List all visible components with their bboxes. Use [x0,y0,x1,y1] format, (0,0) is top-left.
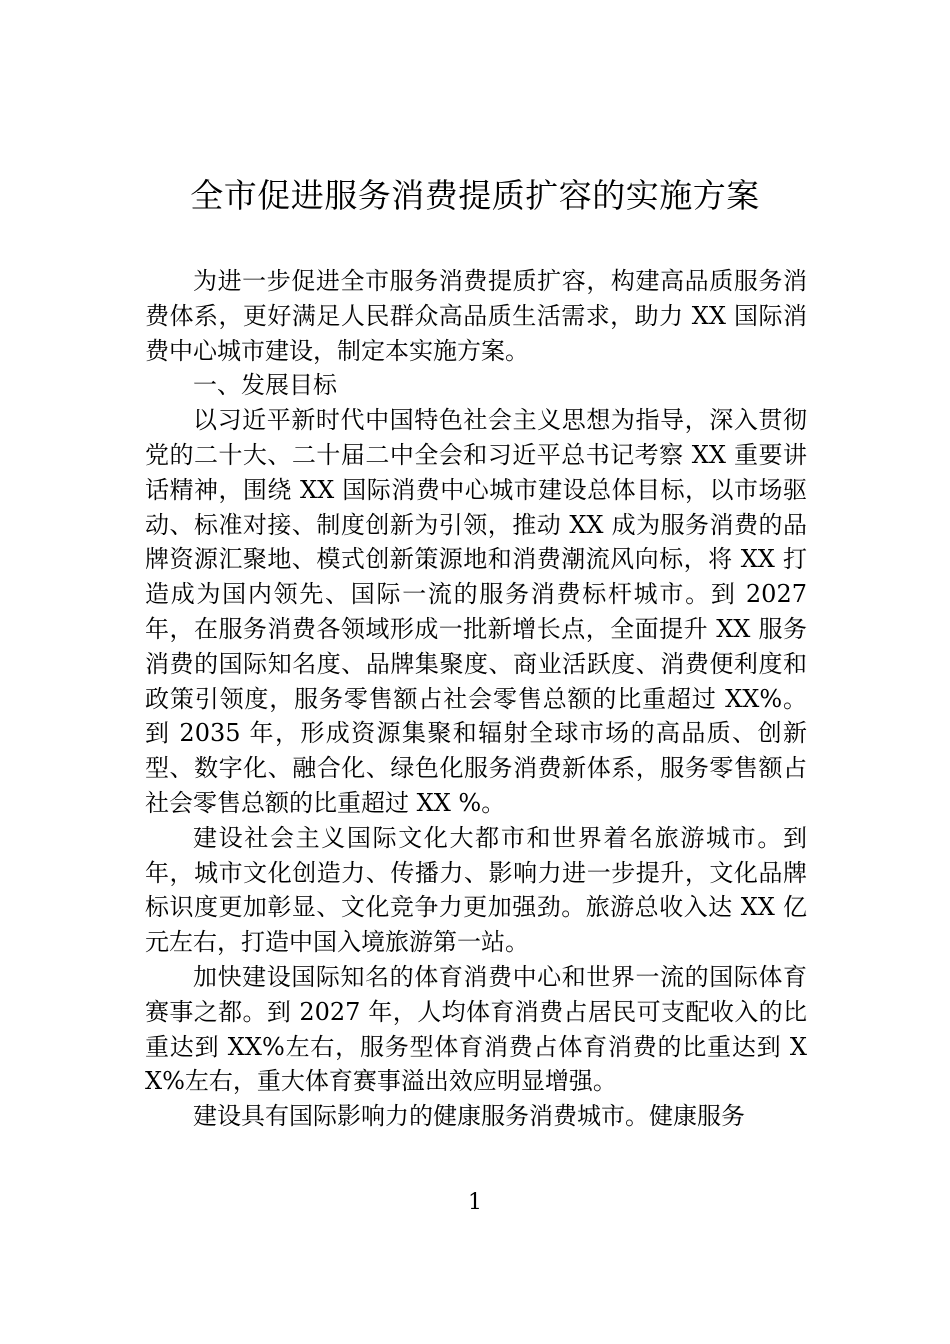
intro-paragraph: 为进一步促进全市服务消费提质扩容，构建高品质服务消费体系，更好满足人民群众高品质生活需求，助力 XX 国际消费中心城市建设，制定本实施方案。 [145,267,807,365]
sports-paragraph: 加快建设国际知名的体育消费中心和世界一流的国际体育赛事之都。到 2027 年，人均体育消费占居民可支配收入的比重达到 XX%左右，服务型体育消费占体育消费的比重达到 XX%左右，重大体育赛事溢出效应明显增强。 [145,962,807,1096]
culture-tourism-paragraph: 建设社会主义国际文化大都市和世界着名旅游城市。到年，城市文化创造力、传播力、影响力进一步提升，文化品牌标识度更加彰显、文化竞争力更加强劲。旅游总收入达 XX 亿元左右，打造中国入境旅游第一站。 [145,823,807,957]
health-paragraph: 建设具有国际影响力的健康服务消费城市。健康服务 [193,1102,745,1131]
document-body [145,264,807,1134]
goals-paragraph: 以习近平新时代中国特色社会主义思想为指导，深入贯彻党的二十大、二十届二中全会和习近平总书记考察 XX 重要讲话精神，围绕 XX 国际消费中心城市建设总体目标，以市场驱动、标准对接、制度创新为引领，推动 XX 成为服务消费的品牌资源汇聚地、模式创新策源地和消费潮流风向标，将 XX 打造成为国内领先、国际一流的服务消费标杆城市。到 2027 年，在服务消费各领域形成一批新增长点，全面提升 XX 服务消费的国际知名度、品牌集聚度、商业活跃度、消费便利度和政策引领度，服务零售额占社会零售总额的比重超过 XX%。到 2035 年，形成资源集聚和辐射全球市场的高品质、创新型、数字化、融合化、绿色化服务消费新体系，服务零售额占社会零售总额的比重超过 XX %。 [145,406,807,817]
page-number: 1 [468,1190,482,1215]
section-heading: 一、发展目标 [193,371,337,400]
document-title: 全市促进服务消费提质扩容的实施方案 [190,176,760,215]
